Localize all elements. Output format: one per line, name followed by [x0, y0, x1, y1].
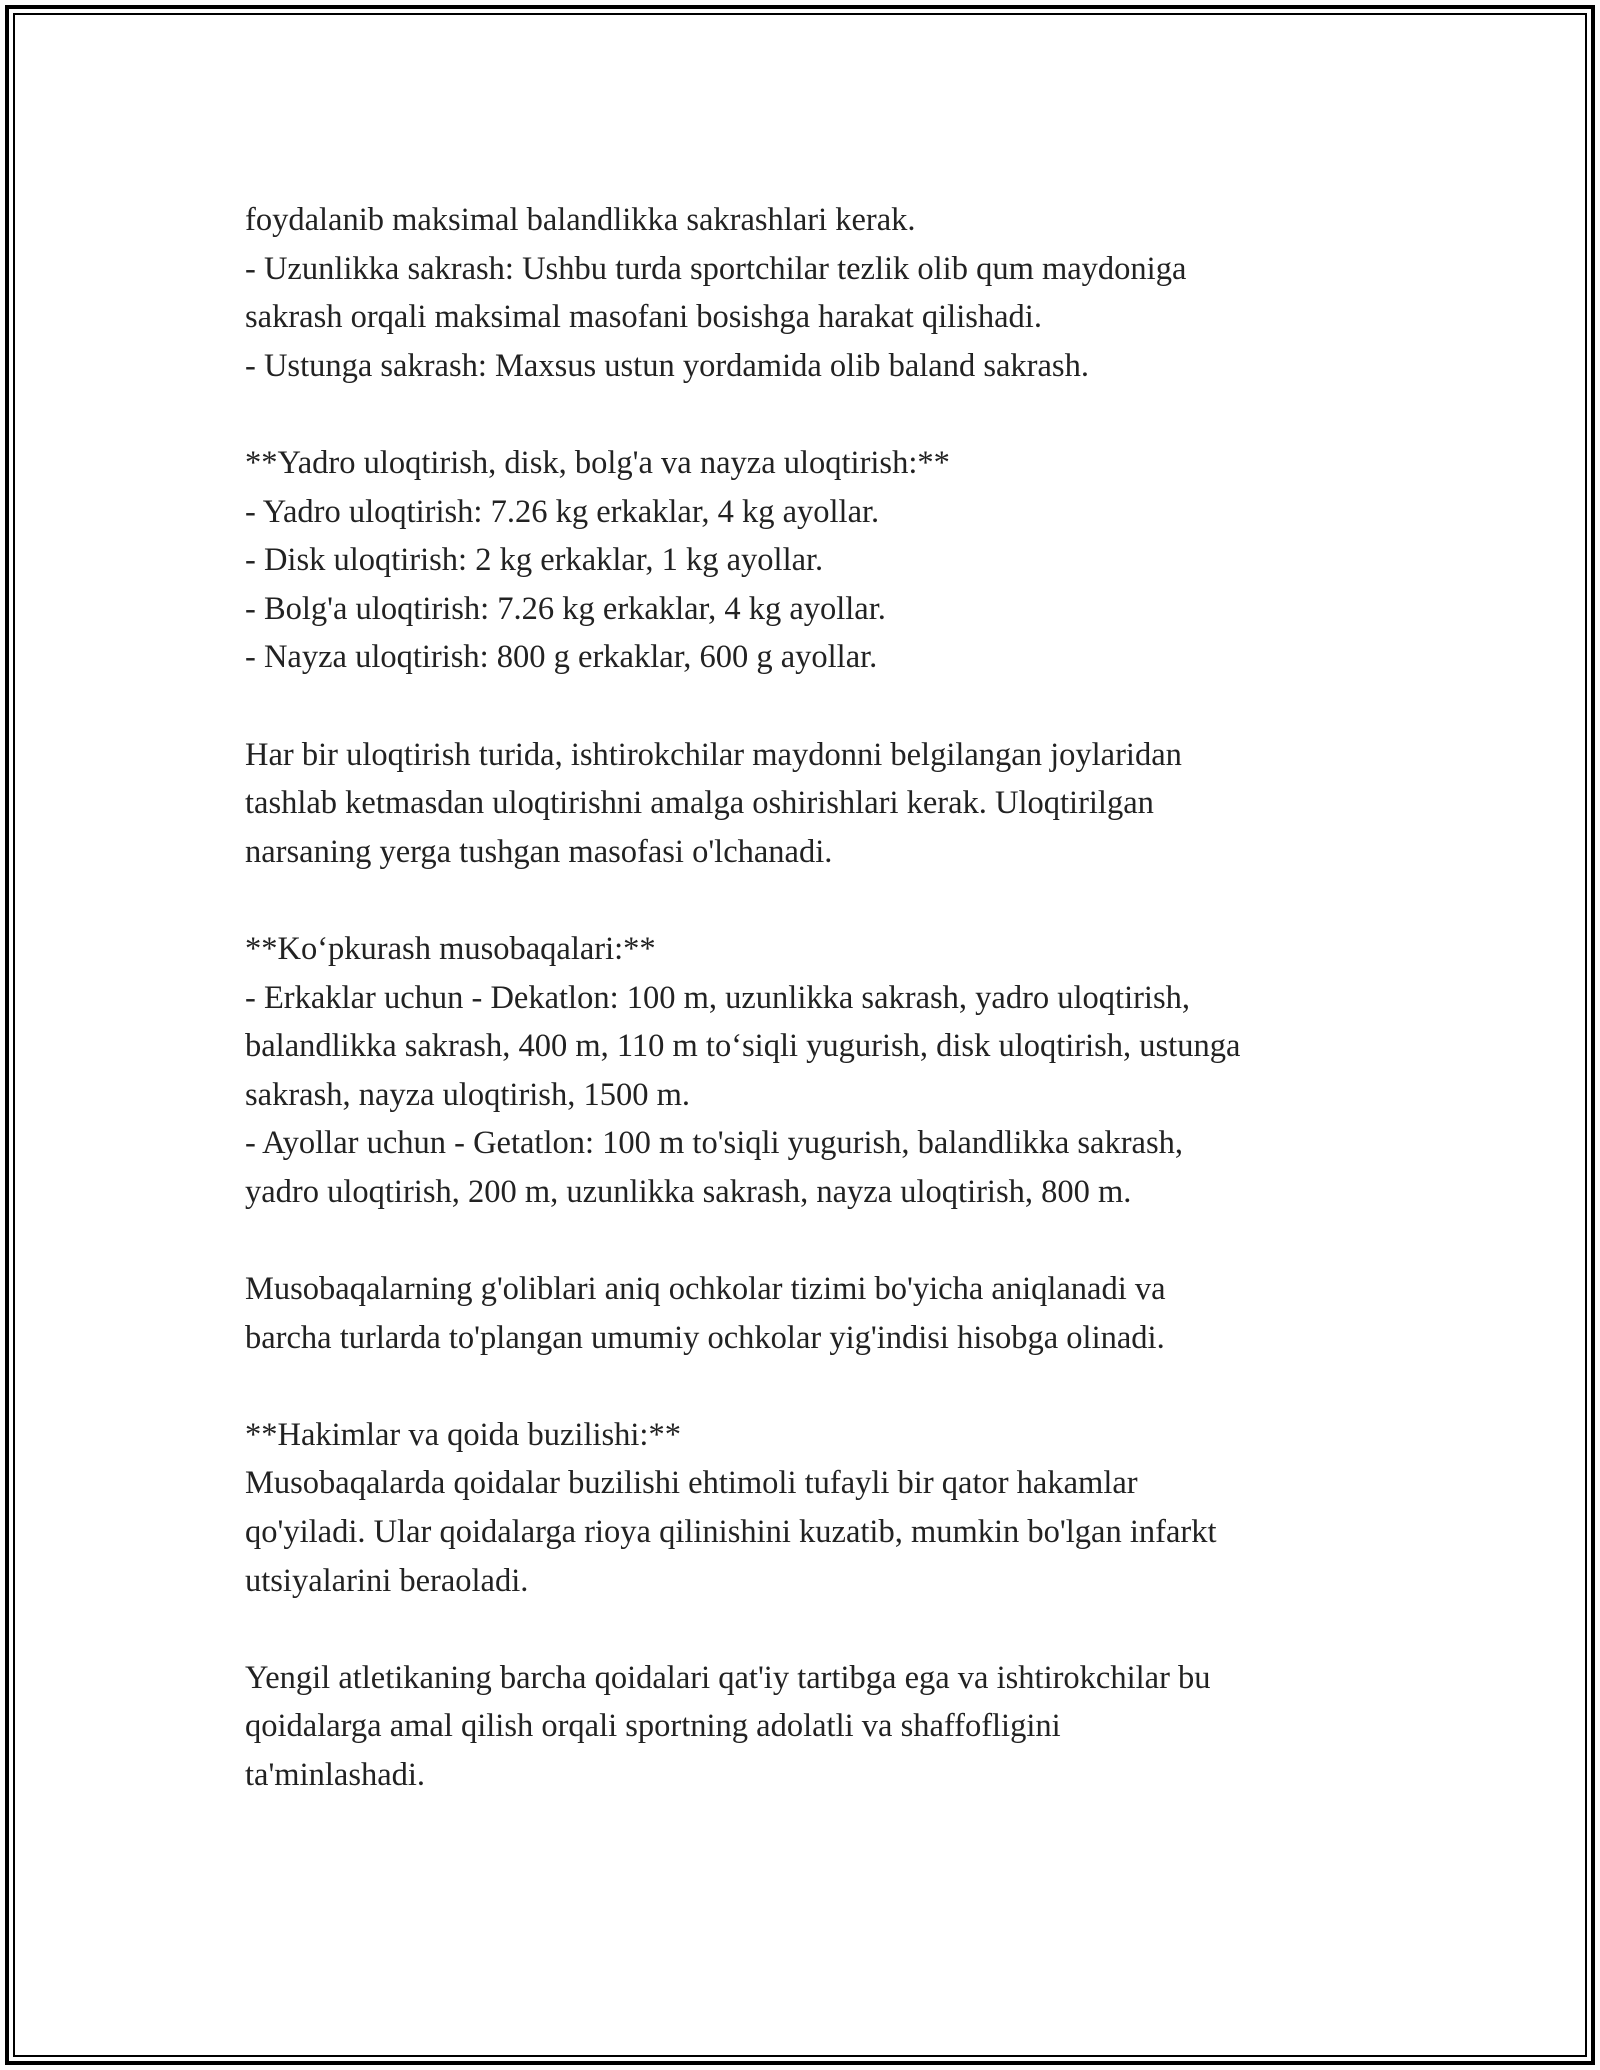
paragraph-gap	[245, 682, 1425, 731]
document-body	[245, 196, 1425, 1800]
section-heading-combined-events: **Ko‘pkurash musobaqalari:**	[245, 930, 656, 967]
text-line: sakrash, nayza uloqtirish, 1500 m.	[245, 1076, 690, 1113]
list-item-javelin: - Nayza uloqtirish: 800 g erkaklar, 600 g ayollar.	[245, 639, 878, 676]
list-item-long-jump: - Uzunlikka sakrash: Ushbu turda sportchilar tezlik olib qum maydoniga	[245, 250, 1187, 287]
text-line: sakrash orqali maksimal masofani bosishga harakat qilishadi.	[245, 299, 1042, 336]
text-line: narsaning yerga tushgan masofasi o'lchanadi.	[245, 833, 833, 870]
list-item-shot-put: - Yadro uloqtirish: 7.26 kg erkaklar, 4 kg ayollar.	[245, 493, 880, 530]
page-border	[5, 5, 1595, 2065]
section-heading-throws: **Yadro uloqtirish, disk, bolg'a va nayza uloqtirish:**	[245, 444, 950, 481]
text-line: qoidalarga amal qilish orqali sportning adolatli va shaffofligini	[245, 1708, 1061, 1745]
text-line: balandlikka sakrash, 400 m, 110 m to‘siqli yugurish, disk uloqtirish, ustunga	[245, 1028, 1241, 1065]
paragraph-jumps-continued	[245, 196, 1425, 390]
paragraph-throws	[245, 439, 1425, 682]
text-line: Har bir uloqtirish turida, ishtirokchilar maydonni belgilangan joylaridan	[245, 736, 1182, 773]
list-item-decathlon: - Erkaklar uchun - Dekatlon: 100 m, uzunlikka sakrash, yadro uloqtirish,	[245, 979, 1190, 1016]
text-line: Musobaqalarning g'oliblari aniq ochkolar tizimi bo'yicha aniqlanadi va	[245, 1271, 1166, 1308]
text-line: barcha turlarda to'plangan umumiy ochkolar yig'indisi hisobga olinadi.	[245, 1319, 1165, 1356]
text-line: Yengil atletikaning barcha qoidalari qat'iy tartibga ega va ishtirokchilar bu	[245, 1659, 1211, 1696]
text-line: foydalanib maksimal balandlikka sakrashlari kerak.	[245, 202, 916, 238]
paragraph-conclusion	[245, 1654, 1425, 1800]
paragraph-combined-events	[245, 925, 1425, 1217]
text-line: Musobaqalarda qoidalar buzilishi ehtimoli tufayli bir qator hakamlar	[245, 1465, 1138, 1502]
paragraph-judges	[245, 1411, 1425, 1605]
text-line: tashlab ketmasdan uloqtirishni amalga oshirishlari kerak. Uloqtirilgan	[245, 785, 1154, 822]
text-line: utsiyalarini beraoladi.	[245, 1562, 529, 1599]
paragraph-gap	[245, 1362, 1425, 1411]
paragraph-gap	[245, 1216, 1425, 1265]
text-line: qo'yiladi. Ular qoidalarga rioya qilinishini kuzatib, mumkin bo'lgan infarkt	[245, 1514, 1217, 1551]
paragraph-gap	[245, 876, 1425, 925]
section-heading-judges: **Hakimlar va qoida buzilishi:**	[245, 1416, 681, 1453]
list-item-heptathlon: - Ayollar uchun - Getatlon: 100 m to'siqli yugurish, balandlikka sakrash,	[245, 1125, 1183, 1162]
text-line: ta'minlashadi.	[245, 1757, 426, 1793]
paragraph-scoring	[245, 1265, 1425, 1362]
paragraph-throw-rules	[245, 731, 1425, 877]
paragraph-gap	[245, 390, 1425, 439]
list-item-pole-vault: - Ustunga sakrash: Maxsus ustun yordamida olib baland sakrash.	[245, 347, 1089, 384]
paragraph-gap	[245, 1605, 1425, 1654]
list-item-hammer: - Bolg'a uloqtirish: 7.26 kg erkaklar, 4 kg ayollar.	[245, 590, 886, 627]
text-line: yadro uloqtirish, 200 m, uzunlikka sakrash, nayza uloqtirish, 800 m.	[245, 1173, 1132, 1210]
list-item-discus: - Disk uloqtirish: 2 kg erkaklar, 1 kg ayollar.	[245, 542, 824, 579]
